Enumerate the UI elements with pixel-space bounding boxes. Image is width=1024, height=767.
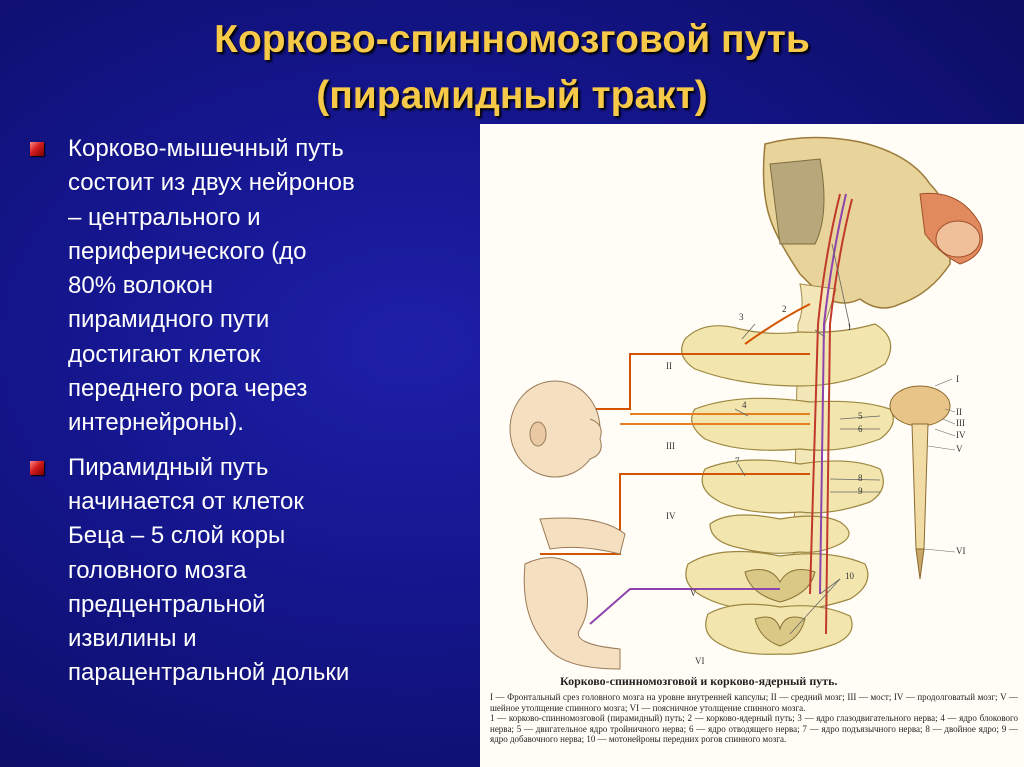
schematic-label-3: III <box>956 418 965 428</box>
label-9: 9 <box>858 486 863 496</box>
child-head-illustration <box>510 381 601 477</box>
bullet-text-1: Корково-мышечный путь состоит из двух нейронов – центрального и периферического (до 80% волокон пирамидного пути достигают клеток переднего рога через интернейроны). <box>68 135 355 437</box>
label-8: 8 <box>858 473 863 483</box>
bullet-text-2: Пирамидный путь начинается от клеток Беца – 5 слой коры головного мозга предцентральной извилины и парацентральной дольки <box>68 453 350 687</box>
label-roman-5: V <box>690 588 697 598</box>
figure-caption-body <box>490 692 1018 745</box>
cortex-curl <box>936 221 980 257</box>
caption-line-1: I — Фронтальный срез головного мозга на уровне внутренней капсулы; II — средний мозг; III — мост; IV — продолговатый мозг; V — шейное утолщение спинного мозга; VI — поясничное утолщение спинного мозга. <box>490 692 1018 713</box>
bullet-list <box>30 132 460 691</box>
label-1: 1 <box>847 322 852 332</box>
schematic-label-2: II <box>956 407 962 417</box>
cns-schematic <box>890 386 950 579</box>
slide-title <box>0 12 1024 124</box>
label-roman-6: VI <box>695 656 705 666</box>
schematic-label-1: I <box>956 374 959 384</box>
bullet-item-2 <box>30 451 460 691</box>
label-roman-3: III <box>666 441 675 451</box>
ventricle <box>770 159 824 244</box>
title-line-1: Корково-спинномозговой путь <box>214 18 810 61</box>
schematic-label-5: V <box>956 444 963 454</box>
label-6: 6 <box>858 424 863 434</box>
label-3: 3 <box>739 312 744 322</box>
schematic-label-4: IV <box>956 430 966 440</box>
bullet-square-icon <box>30 461 44 475</box>
label-roman-4: IV <box>666 511 676 521</box>
label-10: 10 <box>845 571 854 581</box>
label-7: 7 <box>735 456 740 466</box>
bullet-square-icon <box>30 142 44 156</box>
schematic-label-6: VI <box>956 546 966 556</box>
label-4: 4 <box>742 400 747 410</box>
bullet-item-1 <box>30 132 460 441</box>
label-5: 5 <box>858 411 863 421</box>
caption-line-2: 1 — корково-спинномозговой (пирамидный) путь; 2 — корково-ядерный путь; 3 — ядро глазодвигательного нерва; 4 — ядро блокового нерва; 5 — двигательное ядро тройничного нерва; 6 — ядро отводящего нерва; 7 — ядро подъязычного нерва; 8 — двойное ядро; 9 — ядро добавочного нерва; 10 — мотонейроны передних рогов спинного мозга. <box>490 713 1018 745</box>
label-2: 2 <box>782 304 787 314</box>
anatomy-figure <box>480 124 1024 767</box>
pyramidal-tract-illustration <box>480 124 1024 674</box>
figure-caption-title: Корково-спинномозговой и корково-ядерный путь. <box>560 674 838 688</box>
title-line-2: (пирамидный тракт) <box>316 74 708 117</box>
label-roman-2: II <box>666 361 672 371</box>
child-body-illustration <box>524 518 625 669</box>
